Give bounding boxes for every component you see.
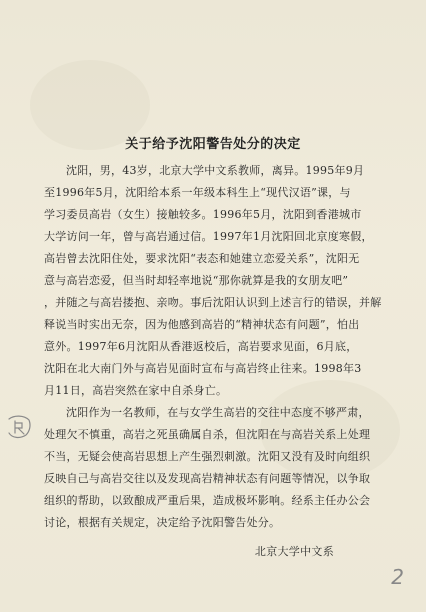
text-line: 处理欠不慎重，高岩之死虽确属自杀，但沈阳在与高岩关系上处理 xyxy=(44,428,371,441)
text-line: 不当，无疑会使高岩思想上产生强烈刺激。沈阳又没有及时向组织 xyxy=(44,450,371,463)
signature-department: 北京大学中文系 xyxy=(254,545,334,558)
text-line: 反映自己与高岩交往以及发现高岩精神状态有问题等情况，以争取 xyxy=(44,472,371,485)
document-title: 关于给予沈阳警告处分的决定 xyxy=(125,137,301,152)
text-line: ，并随之与高岩搂抱、亲吻。事后沈阳认识到上述言行的错误，并解 xyxy=(44,296,382,309)
handwritten-margin-mark-icon xyxy=(4,411,34,441)
text-line: 月11日，高岩突然在家中自杀身亡。 xyxy=(44,384,228,397)
text-line: 意与高岩恋爱，但当时却轻率地说“那你就算是我的女朋友吧” xyxy=(44,274,349,287)
page-number: 2 xyxy=(391,565,404,589)
paragraph-2 xyxy=(44,402,400,534)
text-line: 讨论，根据有关规定，决定给予沈阳警告处分。 xyxy=(44,516,281,529)
document-body xyxy=(44,160,400,534)
text-line: 组织的帮助，以致酿成严重后果，造成极坏影响。经系主任办公会 xyxy=(44,494,371,507)
paragraph-1 xyxy=(44,160,400,402)
text-line: 沈阳在北大南门外与高岩见面时宣布与高岩终止往来。1998年3 xyxy=(44,362,362,375)
text-line: 学习委员高岩（女生）接触较多。1996年5月，沈阳到香港城市 xyxy=(44,208,362,221)
text-line: 高岩曾去沈阳住处，要求沈阳“表态和她建立恋爱关系”，沈阳无 xyxy=(44,252,360,265)
text-line: 至1996年5月，沈阳给本系一年级本科生上“现代汉语”课，与 xyxy=(44,186,351,199)
text-line: 大学访问一年，曾与高岩通过信。1997年1月沈阳回北京度寒假， xyxy=(44,230,373,243)
text-line: 沈阳作为一名教师，在与女学生高岩的交往中态度不够严肃， xyxy=(66,406,370,419)
text-line: 沈阳，男，43岁，北京大学中文系教师，离异。1995年9月 xyxy=(66,164,365,177)
text-line: 释说当时实出无奈，因为他感到高岩的“精神状态有问题”，怕出 xyxy=(44,318,360,331)
text-line: 意外。1997年6月沈阳从香港返校后，高岩要求见面，6月底， xyxy=(44,340,358,353)
